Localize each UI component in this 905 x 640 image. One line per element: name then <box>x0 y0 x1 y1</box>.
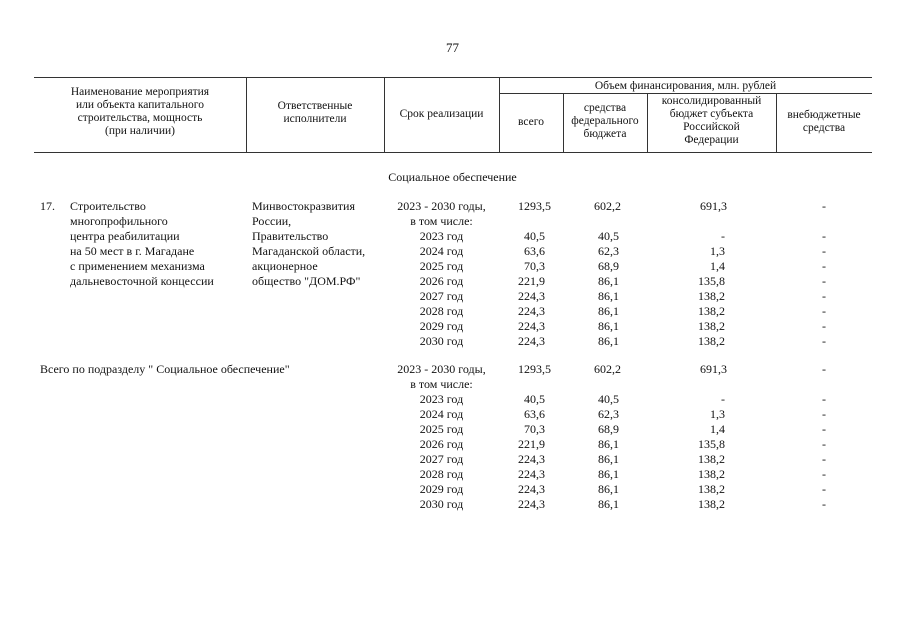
item-name-line: центра реабилитации <box>70 229 180 243</box>
year-federal: 86,1 <box>598 319 619 333</box>
header-offbudget-line: внебюджетные <box>787 109 861 121</box>
year-regional: 138,2 <box>698 482 725 496</box>
item-name-line: Строительство <box>70 199 146 213</box>
year-regional: 138,2 <box>698 497 725 511</box>
year-federal: 68,9 <box>598 422 619 436</box>
item-responsible-line: Правительство <box>252 229 329 243</box>
year-regional: 135,8 <box>698 274 725 288</box>
table-header-bottom-border <box>34 152 872 153</box>
year-total: 221,9 <box>518 274 545 288</box>
year-offbudget: - <box>822 304 826 318</box>
year-total: 224,3 <box>518 289 545 303</box>
section-title: Социальное обеспечение <box>388 170 517 184</box>
header-regional-line: консолидированный <box>661 95 762 107</box>
item-name-line: дальневосточной концессии <box>70 274 214 288</box>
year-federal: 62,3 <box>598 244 619 258</box>
year-federal: 86,1 <box>598 482 619 496</box>
year-label: 2029 год <box>419 319 464 333</box>
header-federal-line: бюджета <box>583 128 627 140</box>
header-name-line: строительства, мощность <box>77 112 203 124</box>
year-total: 224,3 <box>518 334 545 348</box>
year-label: 2030 год <box>419 497 464 511</box>
year-offbudget: - <box>822 467 826 481</box>
header-name-line: Наименование мероприятия <box>70 86 210 98</box>
year-federal: 68,9 <box>598 259 619 273</box>
item-name <box>70 199 214 289</box>
year-regional: - <box>721 229 725 243</box>
year-regional: 135,8 <box>698 437 725 451</box>
header-regional-line: бюджет субъекта <box>669 108 754 120</box>
year-label: 2024 год <box>419 244 464 258</box>
year-regional: 138,2 <box>698 319 725 333</box>
year-label: 2025 год <box>419 259 464 273</box>
header-offbudget <box>776 109 872 135</box>
year-regional: 1,4 <box>710 422 725 436</box>
year-total: 70,3 <box>524 259 545 273</box>
header-regional <box>647 95 776 147</box>
item-responsible-line: России, <box>252 214 292 228</box>
header-regional-line: Российской <box>683 121 740 133</box>
year-federal: 86,1 <box>598 304 619 318</box>
year-federal: 62,3 <box>598 407 619 421</box>
year-offbudget: - <box>822 274 826 288</box>
including-label: в том числе: <box>410 214 473 228</box>
year-offbudget: - <box>822 437 826 451</box>
year-label: 2029 год <box>419 482 464 496</box>
year-federal: 86,1 <box>598 497 619 511</box>
header-federal-line: федерального <box>571 115 639 127</box>
page-number: 77 <box>446 40 459 55</box>
header-federal-line: средства <box>583 102 627 114</box>
period-total: 1293,5 <box>518 199 551 213</box>
period-regional: 691,3 <box>700 199 727 213</box>
year-label: 2023 год <box>419 229 464 243</box>
year-federal: 40,5 <box>598 392 619 406</box>
year-regional: 138,2 <box>698 467 725 481</box>
year-label: 2028 год <box>419 304 464 318</box>
year-regional: 1,3 <box>710 407 725 421</box>
year-regional: 138,2 <box>698 452 725 466</box>
item-responsible-line: Магаданской области, <box>252 244 366 258</box>
item-responsible-line: акционерное <box>252 259 318 273</box>
header-offbudget-line: средства <box>802 122 846 134</box>
year-offbudget: - <box>822 407 826 421</box>
header-term: Срок реализации <box>399 108 484 120</box>
year-offbudget: - <box>822 229 826 243</box>
header-responsible-line: Ответственные <box>277 100 353 112</box>
year-label: 2026 год <box>419 437 464 451</box>
year-offbudget: - <box>822 319 826 333</box>
year-offbudget: - <box>822 244 826 258</box>
year-federal: 40,5 <box>598 229 619 243</box>
year-offbudget: - <box>822 422 826 436</box>
year-federal: 86,1 <box>598 437 619 451</box>
year-total: 224,3 <box>518 497 545 511</box>
header-name-line: или объекта капитального <box>76 99 204 111</box>
year-offbudget: - <box>822 334 826 348</box>
year-offbudget: - <box>822 452 826 466</box>
year-offbudget: - <box>822 289 826 303</box>
year-label: 2027 год <box>419 452 464 466</box>
year-label: 2023 год <box>419 392 464 406</box>
period-offbudget: - <box>822 362 826 376</box>
period-federal: 602,2 <box>594 199 621 213</box>
year-federal: 86,1 <box>598 334 619 348</box>
period-total: 1293,5 <box>518 362 551 376</box>
item-name-line: многопрофильного <box>70 214 168 228</box>
header-name-line: (при наличии) <box>105 125 175 137</box>
period-label: 2023 - 2030 годы, <box>397 199 486 213</box>
year-regional: 138,2 <box>698 289 725 303</box>
year-total: 224,3 <box>518 482 545 496</box>
year-label: 2026 год <box>419 274 464 288</box>
year-offbudget: - <box>822 482 826 496</box>
year-offbudget: - <box>822 392 826 406</box>
year-total: 63,6 <box>524 407 545 421</box>
header-responsible <box>246 100 384 126</box>
header-responsible-line: исполнители <box>283 113 347 125</box>
year-offbudget: - <box>822 497 826 511</box>
item-responsible-line: общество "ДОМ.РФ" <box>252 274 361 288</box>
item-number: 17. <box>40 199 55 213</box>
subtotal-label: Всего по подразделу " Социальное обеспечение" <box>40 362 290 376</box>
year-federal: 86,1 <box>598 467 619 481</box>
funding-subheader-border <box>499 93 872 94</box>
header-regional-line: Федерации <box>684 134 739 146</box>
header-federal <box>563 102 647 141</box>
year-federal: 86,1 <box>598 289 619 303</box>
year-total: 221,9 <box>518 437 545 451</box>
year-regional: 138,2 <box>698 304 725 318</box>
table-top-border <box>34 77 872 78</box>
year-total: 224,3 <box>518 319 545 333</box>
year-offbudget: - <box>822 259 826 273</box>
period-offbudget: - <box>822 199 826 213</box>
year-total: 40,5 <box>524 392 545 406</box>
year-federal: 86,1 <box>598 452 619 466</box>
year-regional: 1,4 <box>710 259 725 273</box>
header-total: всего <box>518 116 544 128</box>
year-total: 70,3 <box>524 422 545 436</box>
item-responsible-line: Минвостокразвития <box>252 199 355 213</box>
year-total: 40,5 <box>524 229 545 243</box>
item-name-line: с применением механизма <box>70 259 205 273</box>
year-label: 2028 год <box>419 467 464 481</box>
year-federal: 86,1 <box>598 274 619 288</box>
year-regional: 1,3 <box>710 244 725 258</box>
header-name <box>34 86 246 138</box>
header-funding-title: Объем финансирования, млн. рублей <box>594 80 777 92</box>
period-label: 2023 - 2030 годы, <box>397 362 486 376</box>
year-regional: - <box>721 392 725 406</box>
period-regional: 691,3 <box>700 362 727 376</box>
year-label: 2024 год <box>419 407 464 421</box>
year-total: 224,3 <box>518 452 545 466</box>
year-total: 224,3 <box>518 304 545 318</box>
year-total: 224,3 <box>518 467 545 481</box>
year-label: 2027 год <box>419 289 464 303</box>
year-label: 2030 год <box>419 334 464 348</box>
item-responsible <box>252 199 365 289</box>
year-label: 2025 год <box>419 422 464 436</box>
including-label: в том числе: <box>410 377 473 391</box>
period-federal: 602,2 <box>594 362 621 376</box>
item-name-line: на 50 мест в г. Магадане <box>70 244 195 258</box>
year-regional: 138,2 <box>698 334 725 348</box>
year-total: 63,6 <box>524 244 545 258</box>
